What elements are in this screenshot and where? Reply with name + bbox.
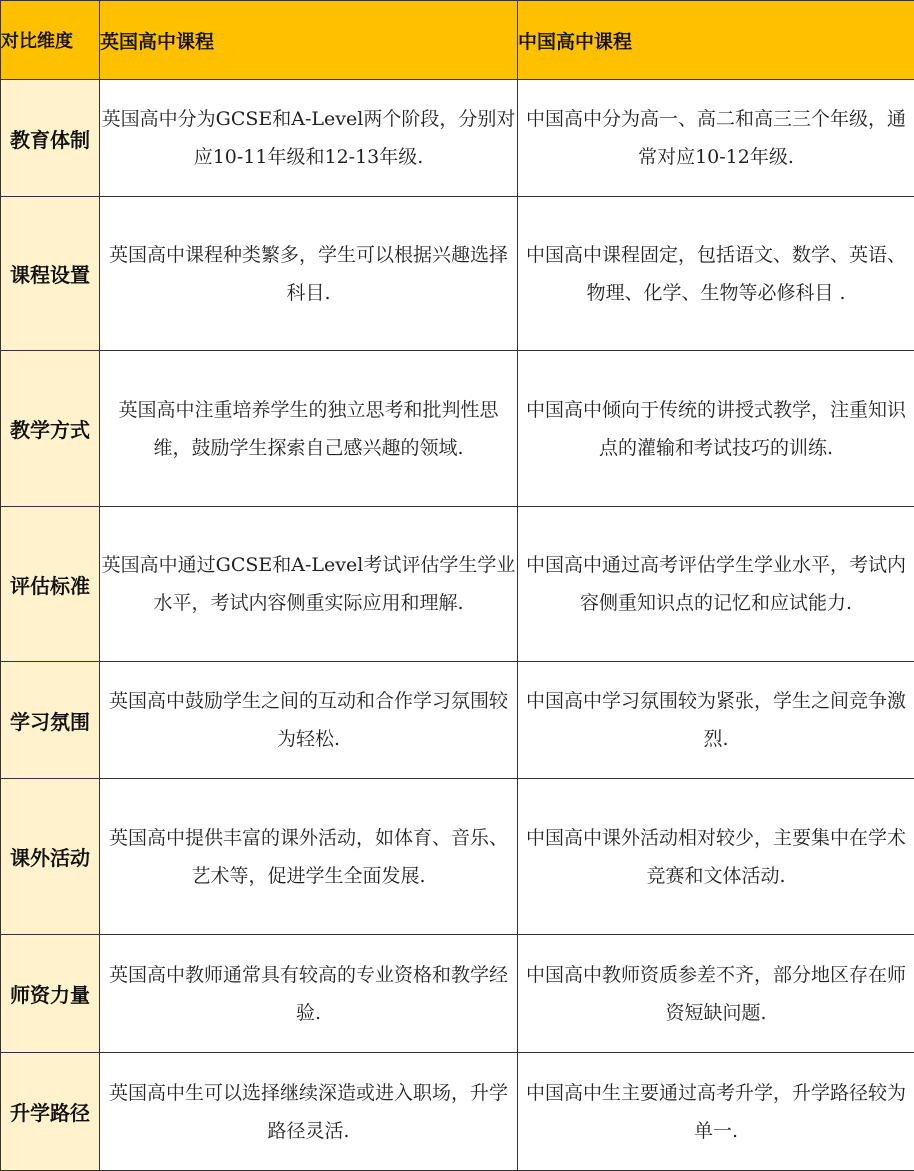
table-row xyxy=(1,935,914,1053)
cn-cell: 中国高中通过高考评估学生学业水平，考试内容侧重知识点的记忆和应试能力. xyxy=(518,507,914,662)
table-row xyxy=(1,351,914,507)
row-label: 教学方式 xyxy=(1,351,100,507)
row-label: 学习氛围 xyxy=(1,662,100,779)
table-row xyxy=(1,197,914,351)
header-uk-course: 英国高中课程 xyxy=(100,1,518,80)
cn-cell: 中国高中生主要通过高考升学，升学路径较为单一. xyxy=(518,1053,914,1171)
cn-cell: 中国高中学习氛围较为紧张，学生之间竞争激烈. xyxy=(518,662,914,779)
table-row xyxy=(1,1053,914,1171)
uk-cell: 英国高中生可以选择继续深造或进入职场，升学路径灵活. xyxy=(100,1053,518,1171)
table-row xyxy=(1,779,914,935)
table-row xyxy=(1,80,914,197)
cn-cell: 中国高中课外活动相对较少，主要集中在学术竞赛和文体活动. xyxy=(518,779,914,935)
cn-cell: 中国高中课程固定，包括语文、数学、英语、物理、化学、生物等必修科目 . xyxy=(518,197,914,351)
uk-cell: 英国高中分为GCSE和A-Level两个阶段，分别对应10-11年级和12-13年级. xyxy=(100,80,518,197)
row-label: 课程设置 xyxy=(1,197,100,351)
uk-cell: 英国高中注重培养学生的独立思考和批判性思维，鼓励学生探索自己感兴趣的领域. xyxy=(100,351,518,507)
cn-cell: 中国高中分为高一、高二和高三三个年级，通常对应10-12年级. xyxy=(518,80,914,197)
header-cn-course: 中国高中课程 xyxy=(518,1,914,80)
uk-cell: 英国高中通过GCSE和A-Level考试评估学生学业水平，考试内容侧重实际应用和理解. xyxy=(100,507,518,662)
table-row xyxy=(1,507,914,662)
uk-cell: 英国高中教师通常具有较高的专业资格和教学经验. xyxy=(100,935,518,1053)
header-dimension: 对比维度 xyxy=(1,1,100,80)
uk-cell: 英国高中鼓励学生之间的互动和合作学习氛围较为轻松. xyxy=(100,662,518,779)
cn-cell: 中国高中教师资质参差不齐，部分地区存在师资短缺问题. xyxy=(518,935,914,1053)
row-label: 课外活动 xyxy=(1,779,100,935)
row-label: 教育体制 xyxy=(1,80,100,197)
row-label: 评估标准 xyxy=(1,507,100,662)
row-label: 师资力量 xyxy=(1,935,100,1053)
cn-cell: 中国高中倾向于传统的讲授式教学，注重知识点的灌输和考试技巧的训练. xyxy=(518,351,914,507)
table-row xyxy=(1,662,914,779)
uk-cell: 英国高中课程种类繁多，学生可以根据兴趣选择科目. xyxy=(100,197,518,351)
uk-cell: 英国高中提供丰富的课外活动，如体育、音乐、艺术等，促进学生全面发展. xyxy=(100,779,518,935)
header-row xyxy=(1,1,914,80)
row-label: 升学路径 xyxy=(1,1053,100,1171)
